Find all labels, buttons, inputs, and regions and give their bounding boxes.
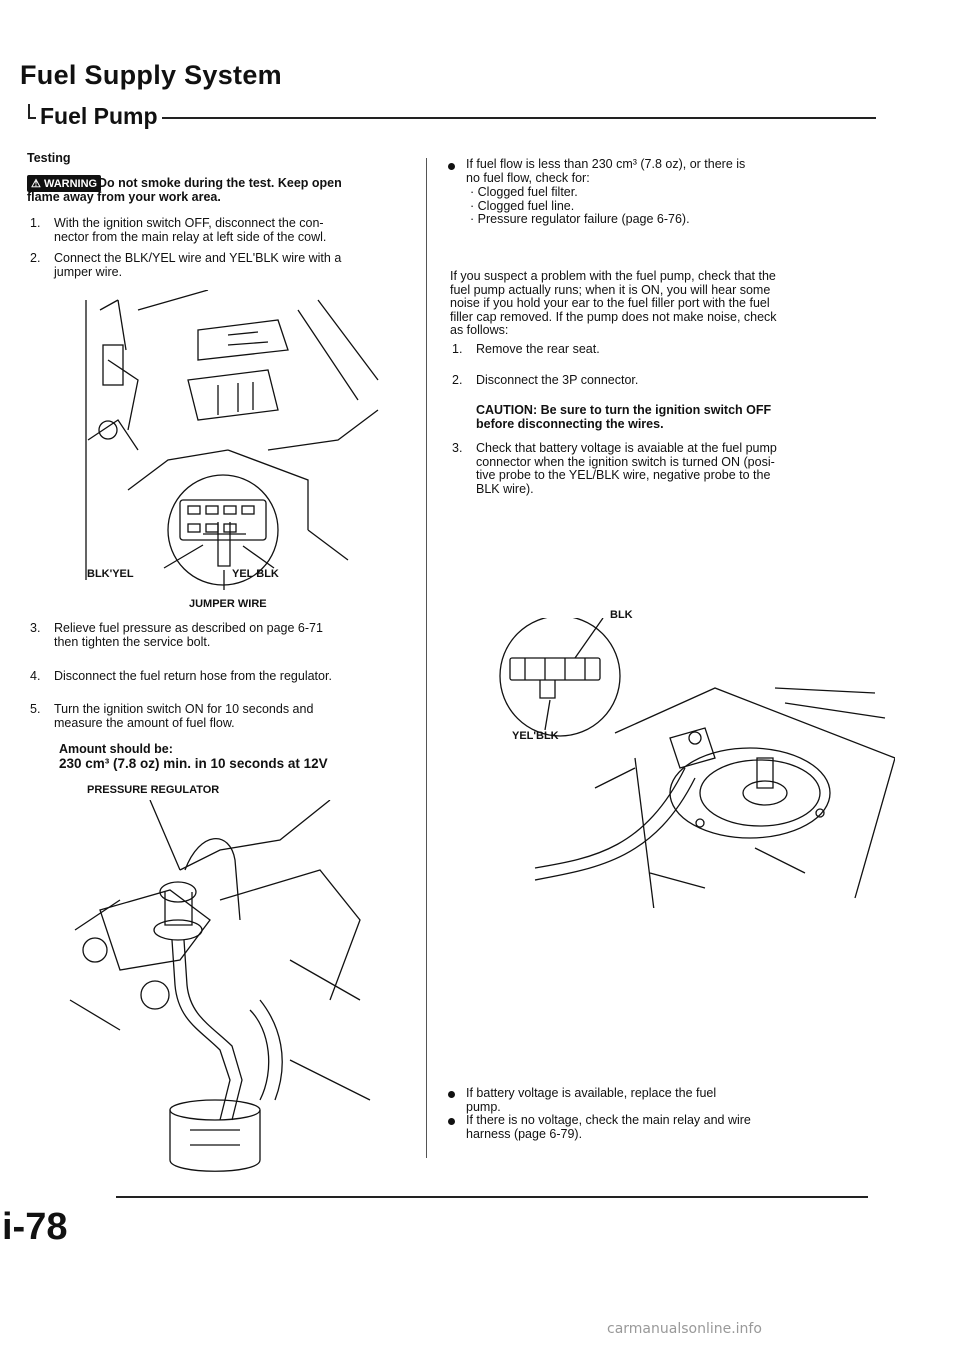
flow-bullet (466, 158, 745, 185)
step-line: tive probe to the YEL/BLK wire, negative probe to the (476, 468, 771, 482)
fig2-label: PRESSURE REGULATOR (87, 784, 220, 796)
step-line: connector when the ignition switch is turned ON (posi- (476, 454, 775, 469)
step-line: measure the amount of fuel flow. (54, 715, 235, 730)
warning-badge-label: WARNING (43, 178, 98, 190)
step-number: 2. (452, 373, 463, 387)
result-line: If there is no voltage, check the main relay and wire (466, 1113, 751, 1127)
step-line: jumper wire. (54, 264, 123, 279)
step-number: 5. (30, 702, 41, 716)
intro-paragraph (450, 270, 950, 338)
page-title: Fuel Supply System (20, 60, 282, 90)
step-line: BLK wire). (476, 481, 534, 496)
step-line: then tighten the service bolt. (54, 634, 211, 649)
caution-line: before disconnecting the wires. (476, 416, 664, 431)
step-number: 1. (30, 216, 41, 230)
check-item: · Clogged fuel line. (470, 198, 575, 213)
intro-line: filler cap removed. If the pump does not make noise, check (450, 309, 777, 324)
fig1-label-left: BLK'YEL (87, 568, 134, 580)
step-line: Relieve fuel pressure as described on page 6-71 (54, 621, 323, 635)
intro-line: fuel pump actually runs; when it is ON, you will hear some (450, 282, 771, 297)
section-rule-tick (28, 104, 30, 118)
result-line: harness (page 6-79). (466, 1126, 583, 1141)
result-bullet-1 (466, 1087, 716, 1114)
fig1-label-bottom: JUMPER WIRE (189, 598, 267, 610)
step-line: Disconnect the fuel return hose from the regulator. (54, 669, 332, 683)
check-list (470, 186, 690, 227)
check-item: · Pressure regulator failure (page 6-76). (470, 212, 690, 226)
step-number: 3. (30, 621, 41, 635)
footer-rule (116, 1196, 868, 1198)
step-line: Disconnect the 3P connector. (476, 373, 639, 387)
watermark: carmanualsonline.info (607, 1321, 762, 1337)
warning-icon: ⚠ (31, 178, 41, 190)
column-divider (426, 158, 427, 1158)
bullet-icon (448, 1091, 455, 1098)
flow-bullet-line: If fuel flow is less than 230 cm³ (7.8 oz), or there is (466, 157, 746, 171)
step-number: 4. (30, 669, 41, 683)
warning-text-line-1: Do not smoke during the test. Keep open (98, 176, 342, 190)
bullet-icon (448, 1118, 455, 1125)
amount-heading: Amount should be: (59, 742, 173, 756)
flow-bullet-line: no fuel flow, check for: (466, 170, 590, 185)
warning-text-line-2: flame away from your work area. (27, 190, 221, 204)
result-bullet-2 (466, 1114, 751, 1141)
step-number: 1. (452, 342, 463, 356)
section-title: Fuel Pump (36, 103, 162, 130)
caution-note (476, 404, 771, 431)
step-number: 3. (452, 441, 463, 455)
step-line: nector from the main relay at left side of the cowl. (54, 229, 327, 244)
fig3-label-left: YEL'BLK (512, 730, 559, 742)
pressure-regulator-figure (60, 800, 380, 1180)
page-number: i-78 (2, 1206, 68, 1248)
testing-heading: Testing (27, 151, 71, 165)
caution-line: CAUTION: Be sure to turn the ignition switch OFF (476, 403, 772, 417)
step-line: Turn the ignition switch ON for 10 seconds and (54, 702, 314, 716)
fig1-label-right: YEL BLK (232, 568, 279, 580)
result-line: If battery voltage is available, replace the fuel (466, 1086, 717, 1100)
intro-line: as follows: (450, 323, 509, 337)
step-line: Connect the BLK/YEL wire and YEL'BLK wire with a (54, 251, 342, 265)
bullet-icon (448, 163, 455, 170)
rear-seat-connector-figure (475, 618, 895, 908)
step-line: Remove the rear seat. (476, 342, 600, 356)
jumper-wire-figure (78, 290, 388, 590)
check-item: · Clogged fuel filter. (470, 185, 578, 199)
step-line: With the ignition switch OFF, disconnect the con- (54, 216, 324, 230)
intro-line: If you suspect a problem with the fuel pump, check that the (450, 269, 776, 283)
fig3-label-top: BLK (610, 609, 633, 621)
step-line: Check that battery voltage is avaiable at the fuel pump (476, 441, 777, 455)
step-number: 2. (30, 251, 41, 265)
result-line: pump. (466, 1099, 501, 1114)
intro-line: noise if you hold your ear to the fuel filler port with the fuel (450, 296, 770, 310)
amount-value: 230 cm³ (7.8 oz) min. in 10 seconds at 12V (59, 756, 328, 771)
